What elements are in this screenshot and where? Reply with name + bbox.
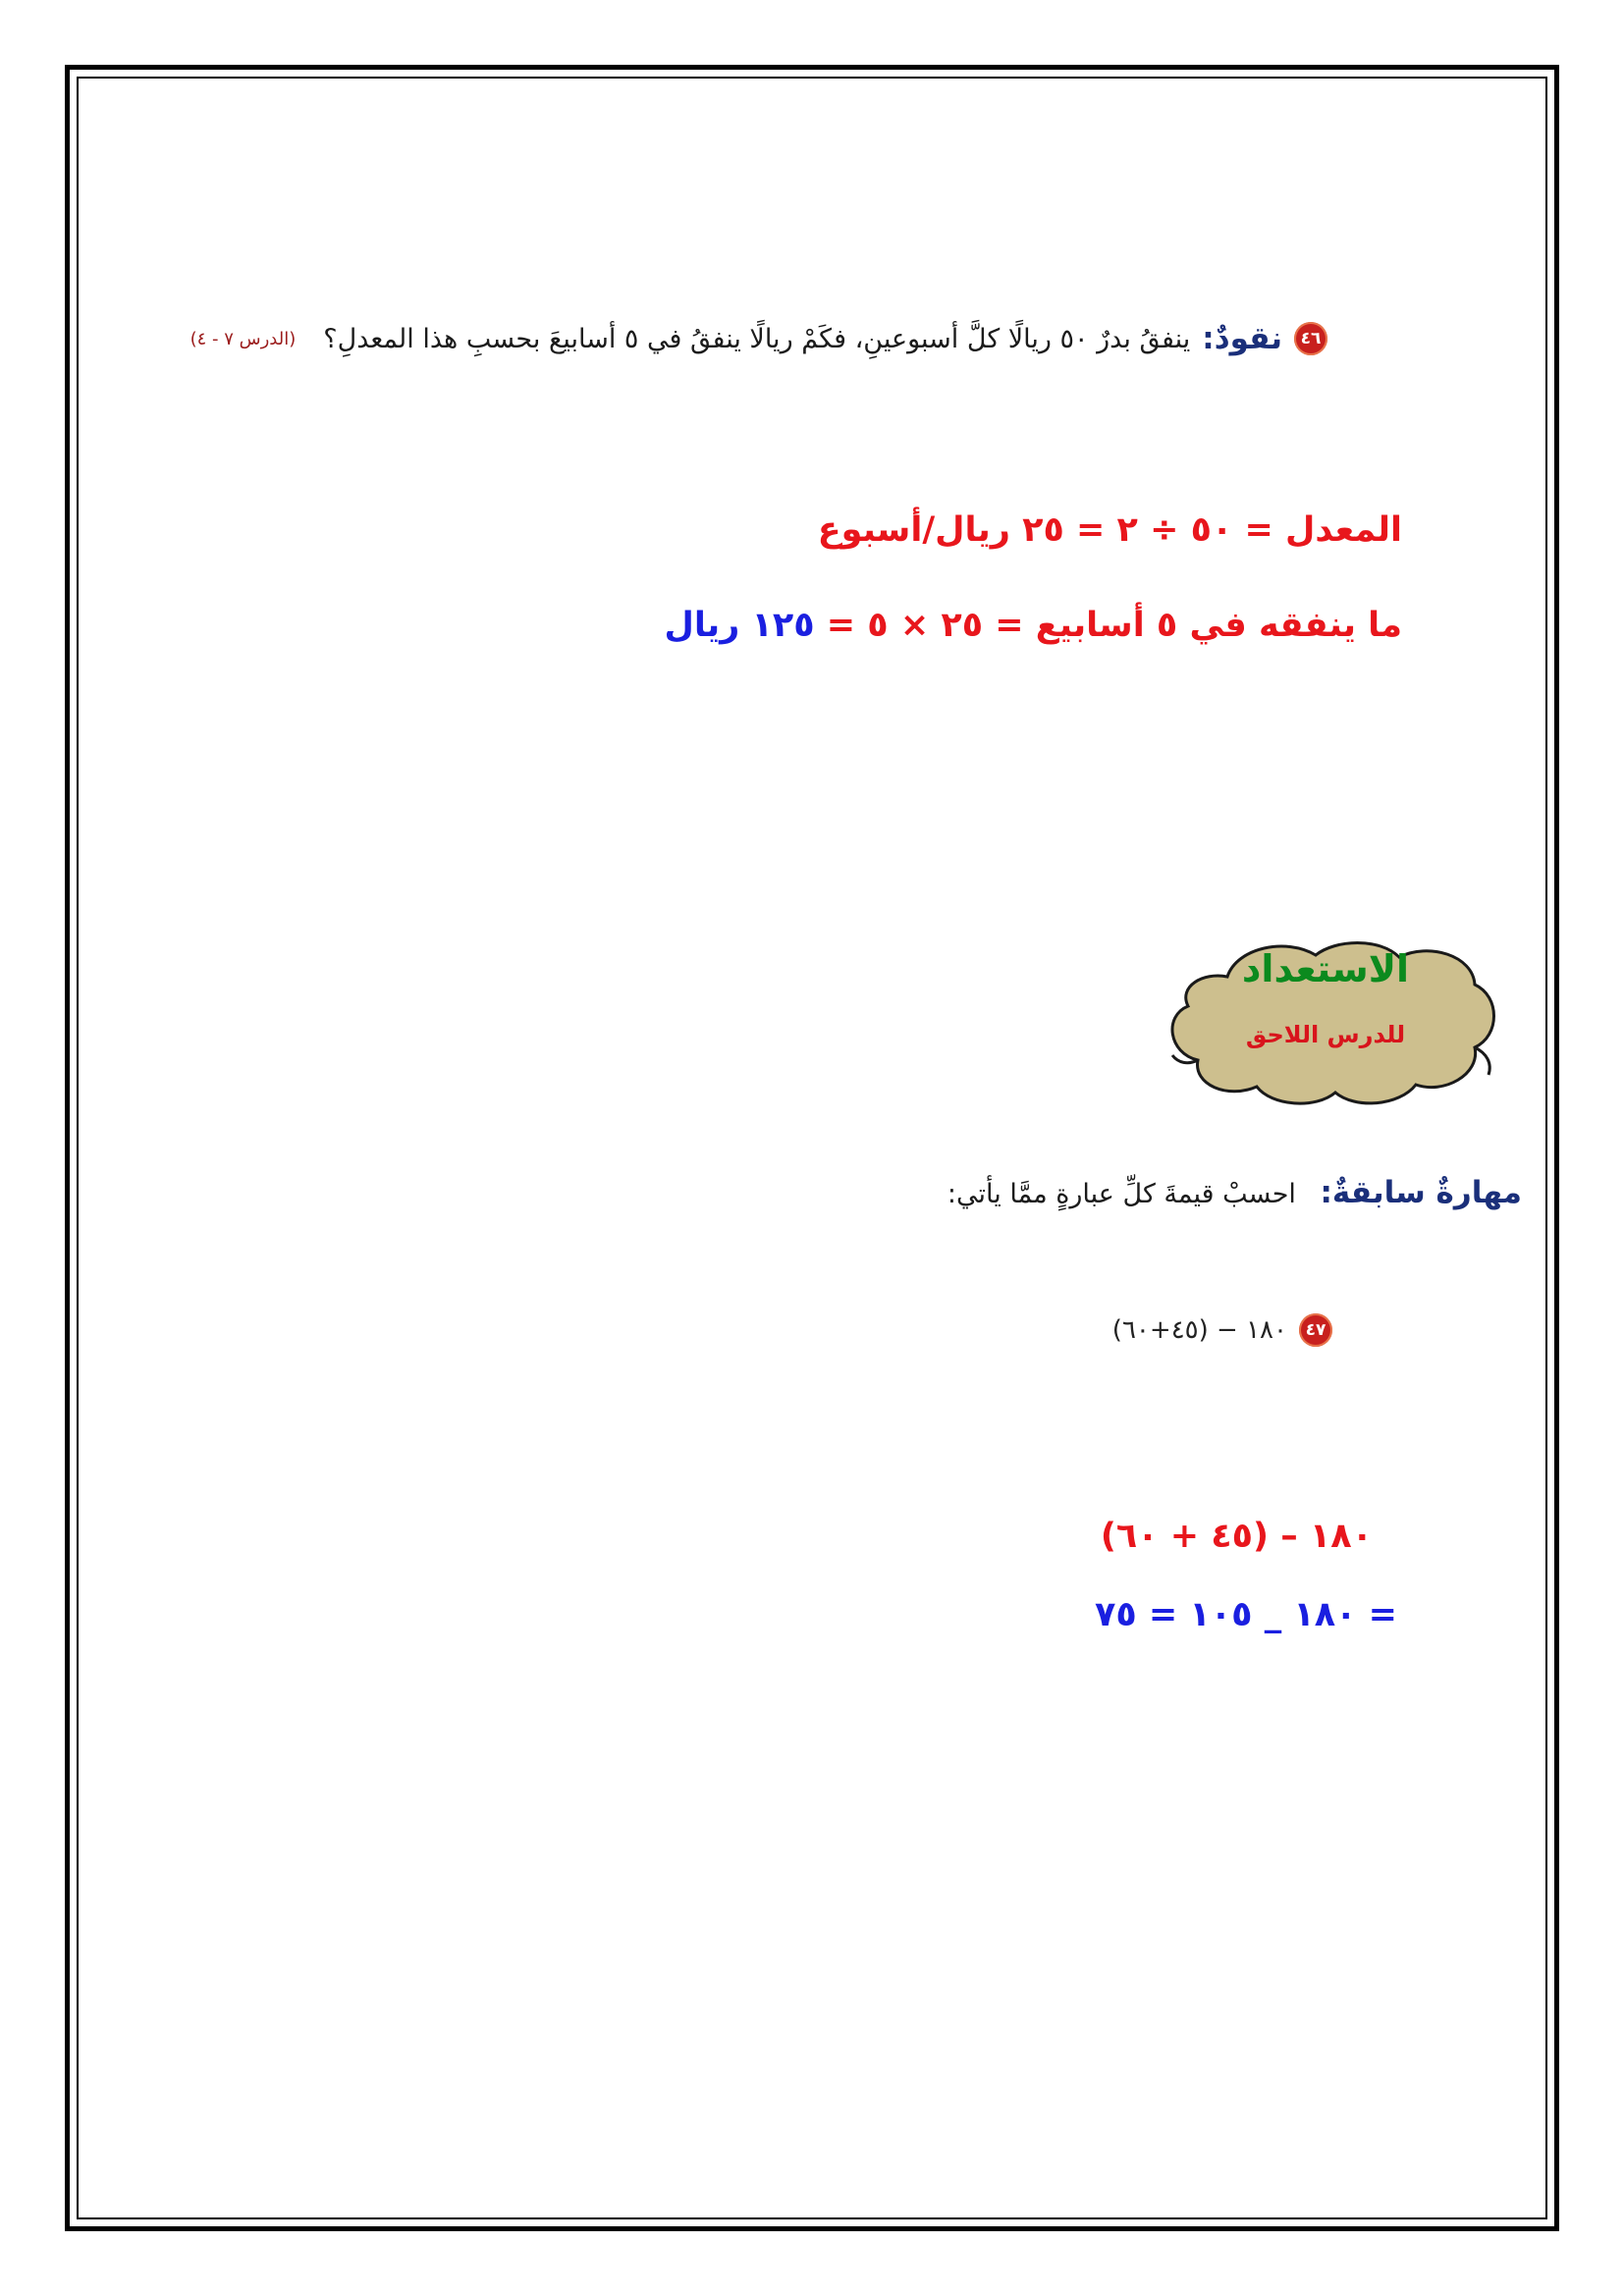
solution-expression-line: ١٨٠ – (٤٥ + ٦٠) <box>1100 1517 1373 1556</box>
problem-46 <box>190 321 1327 356</box>
problem-number-badge: ٤٦ <box>1294 322 1327 355</box>
solution-total-expression: ما ينفقه في ٥ أسابيع = ٢٥ × ٥ = <box>826 606 1402 645</box>
prior-skill-heading <box>947 1175 1522 1210</box>
prior-skill-keyword: مهارةٌ سابقةٌ: <box>1320 1175 1522 1210</box>
problem-expression: ١٨٠ − (٤٥+٦٠) <box>1111 1315 1287 1345</box>
prior-skill-text: احسبْ قيمةَ كلِّ عبارةٍ ممَّا يأتي: <box>947 1179 1296 1209</box>
lesson-reference: (الدرس ٧ - ٤) <box>189 328 297 349</box>
problem-text: ينفقُ بدرٌ ٥٠ ريالًا كلَّ أسبوعينِ، فكَمْ ريالًا ينفقُ في ٥ أسابيعَ بحسبِ هذا المعدلِ؟ <box>323 323 1191 354</box>
solution-rate-line: المعدل = ٥٠ ÷ ٢ = ٢٥ ريال/أسبوع <box>817 510 1402 550</box>
problem-keyword: نقودٌ: <box>1202 321 1282 356</box>
cloud-subtitle: للدرس اللاحق <box>1245 1021 1406 1048</box>
problem-number-badge: ٤٧ <box>1299 1313 1332 1347</box>
solution-total-answer: ١٢٥ ريال <box>664 606 815 645</box>
problem-47 <box>1112 1313 1332 1347</box>
solution-total-line <box>665 606 1403 645</box>
cloud-title: الاستعداد <box>1241 947 1410 990</box>
solution-result-line: = ١٨٠ _ ١٠٥ = ٧٥ <box>1094 1595 1397 1634</box>
page-border-inner <box>77 77 1547 2219</box>
